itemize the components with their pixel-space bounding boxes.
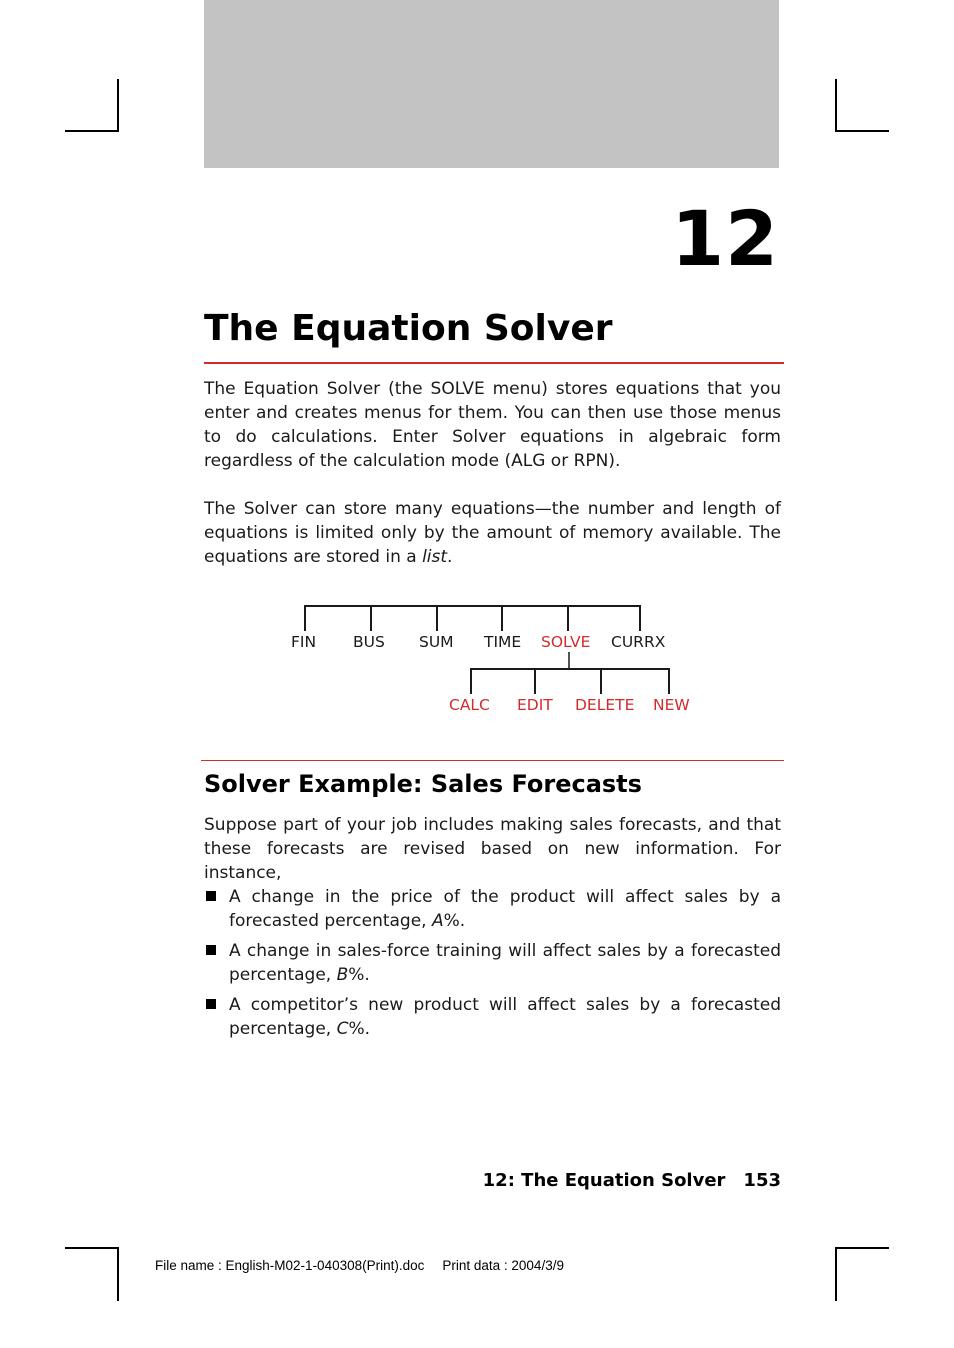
bullet-item-2-variable: B — [336, 965, 349, 985]
chapter-number: 12 — [671, 194, 779, 283]
intro-paragraph-2-end: . — [447, 547, 453, 567]
crop-mark-bottom-right-horizontal — [835, 1247, 889, 1249]
intro-paragraph-1: The Equation Solver (the SOLVE menu) stores equations that you enter and creates menus for them. You can then use those menus to do calculations. Enter Solver equations in algebraic form regardless of the calculation mode (ALG or RPN). — [204, 379, 781, 471]
menu-key-bus: BUS — [353, 633, 385, 651]
print-file-info — [155, 1256, 564, 1276]
crop-mark-bottom-left-horizontal — [65, 1247, 118, 1249]
bullet-item-1 — [229, 885, 781, 933]
submenu-key-calc: CALC — [449, 696, 490, 714]
intro-paragraph-2-text: The Solver can store many equations—the number and length of equations is limited only by the amount of memory available. The equations are stored in a — [204, 499, 781, 567]
bullet-item-2-suffix: %. — [348, 965, 370, 985]
menu-key-time: TIME — [484, 633, 522, 651]
menu-key-sum: SUM — [419, 633, 454, 651]
bullet-item-3-suffix: %. — [348, 1019, 371, 1039]
crop-mark-bottom-right-vertical — [835, 1247, 837, 1301]
section-intro-paragraph: Suppose part of your job includes making sales forecasts, and that these forecasts are revised based on new information. For instance, — [204, 815, 781, 883]
bullet-item-3-text: A competitor’s new product will affect sales by a forecasted percentage, — [229, 995, 781, 1039]
bullet-item-3-variable: C — [336, 1019, 349, 1039]
crop-mark-bottom-left-vertical — [117, 1247, 119, 1301]
intro-paragraph-2-emphasis: list — [422, 547, 448, 567]
page-number: 153 — [743, 1170, 781, 1191]
section-rule — [201, 760, 784, 761]
running-footer — [480, 1168, 781, 1194]
running-head-title: 12: The Equation Solver — [482, 1170, 726, 1191]
bullet-item-3 — [229, 993, 781, 1041]
section-title: Solver Example: Sales Forecasts — [204, 770, 642, 798]
bullet-marker — [206, 999, 216, 1009]
submenu-key-edit: EDIT — [517, 696, 553, 714]
bullet-marker — [206, 945, 216, 955]
bullet-item-2 — [229, 939, 781, 987]
menu-key-fin: FIN — [291, 633, 317, 651]
bullet-item-1-text: A change in the price of the product will affect sales by a forecasted percentage, — [229, 887, 781, 931]
bullet-marker — [206, 891, 216, 901]
menu-key-currx: CURRX — [611, 633, 666, 651]
file-name: File name : English-M02-1-040308(Print).doc — [155, 1258, 425, 1273]
chapter-title: The Equation Solver — [204, 308, 613, 349]
submenu-key-delete: DELETE — [575, 696, 635, 714]
bullet-item-1-variable: A — [432, 911, 444, 931]
submenu-key-new: NEW — [653, 696, 690, 714]
bullet-item-1-suffix: %. — [443, 911, 466, 931]
bullet-item-2-text: A change in sales-force training will affect sales by a forecasted percentage, — [229, 941, 781, 985]
menu-key-solve: SOLVE — [541, 633, 591, 651]
print-date: Print data : 2004/3/9 — [442, 1258, 564, 1273]
